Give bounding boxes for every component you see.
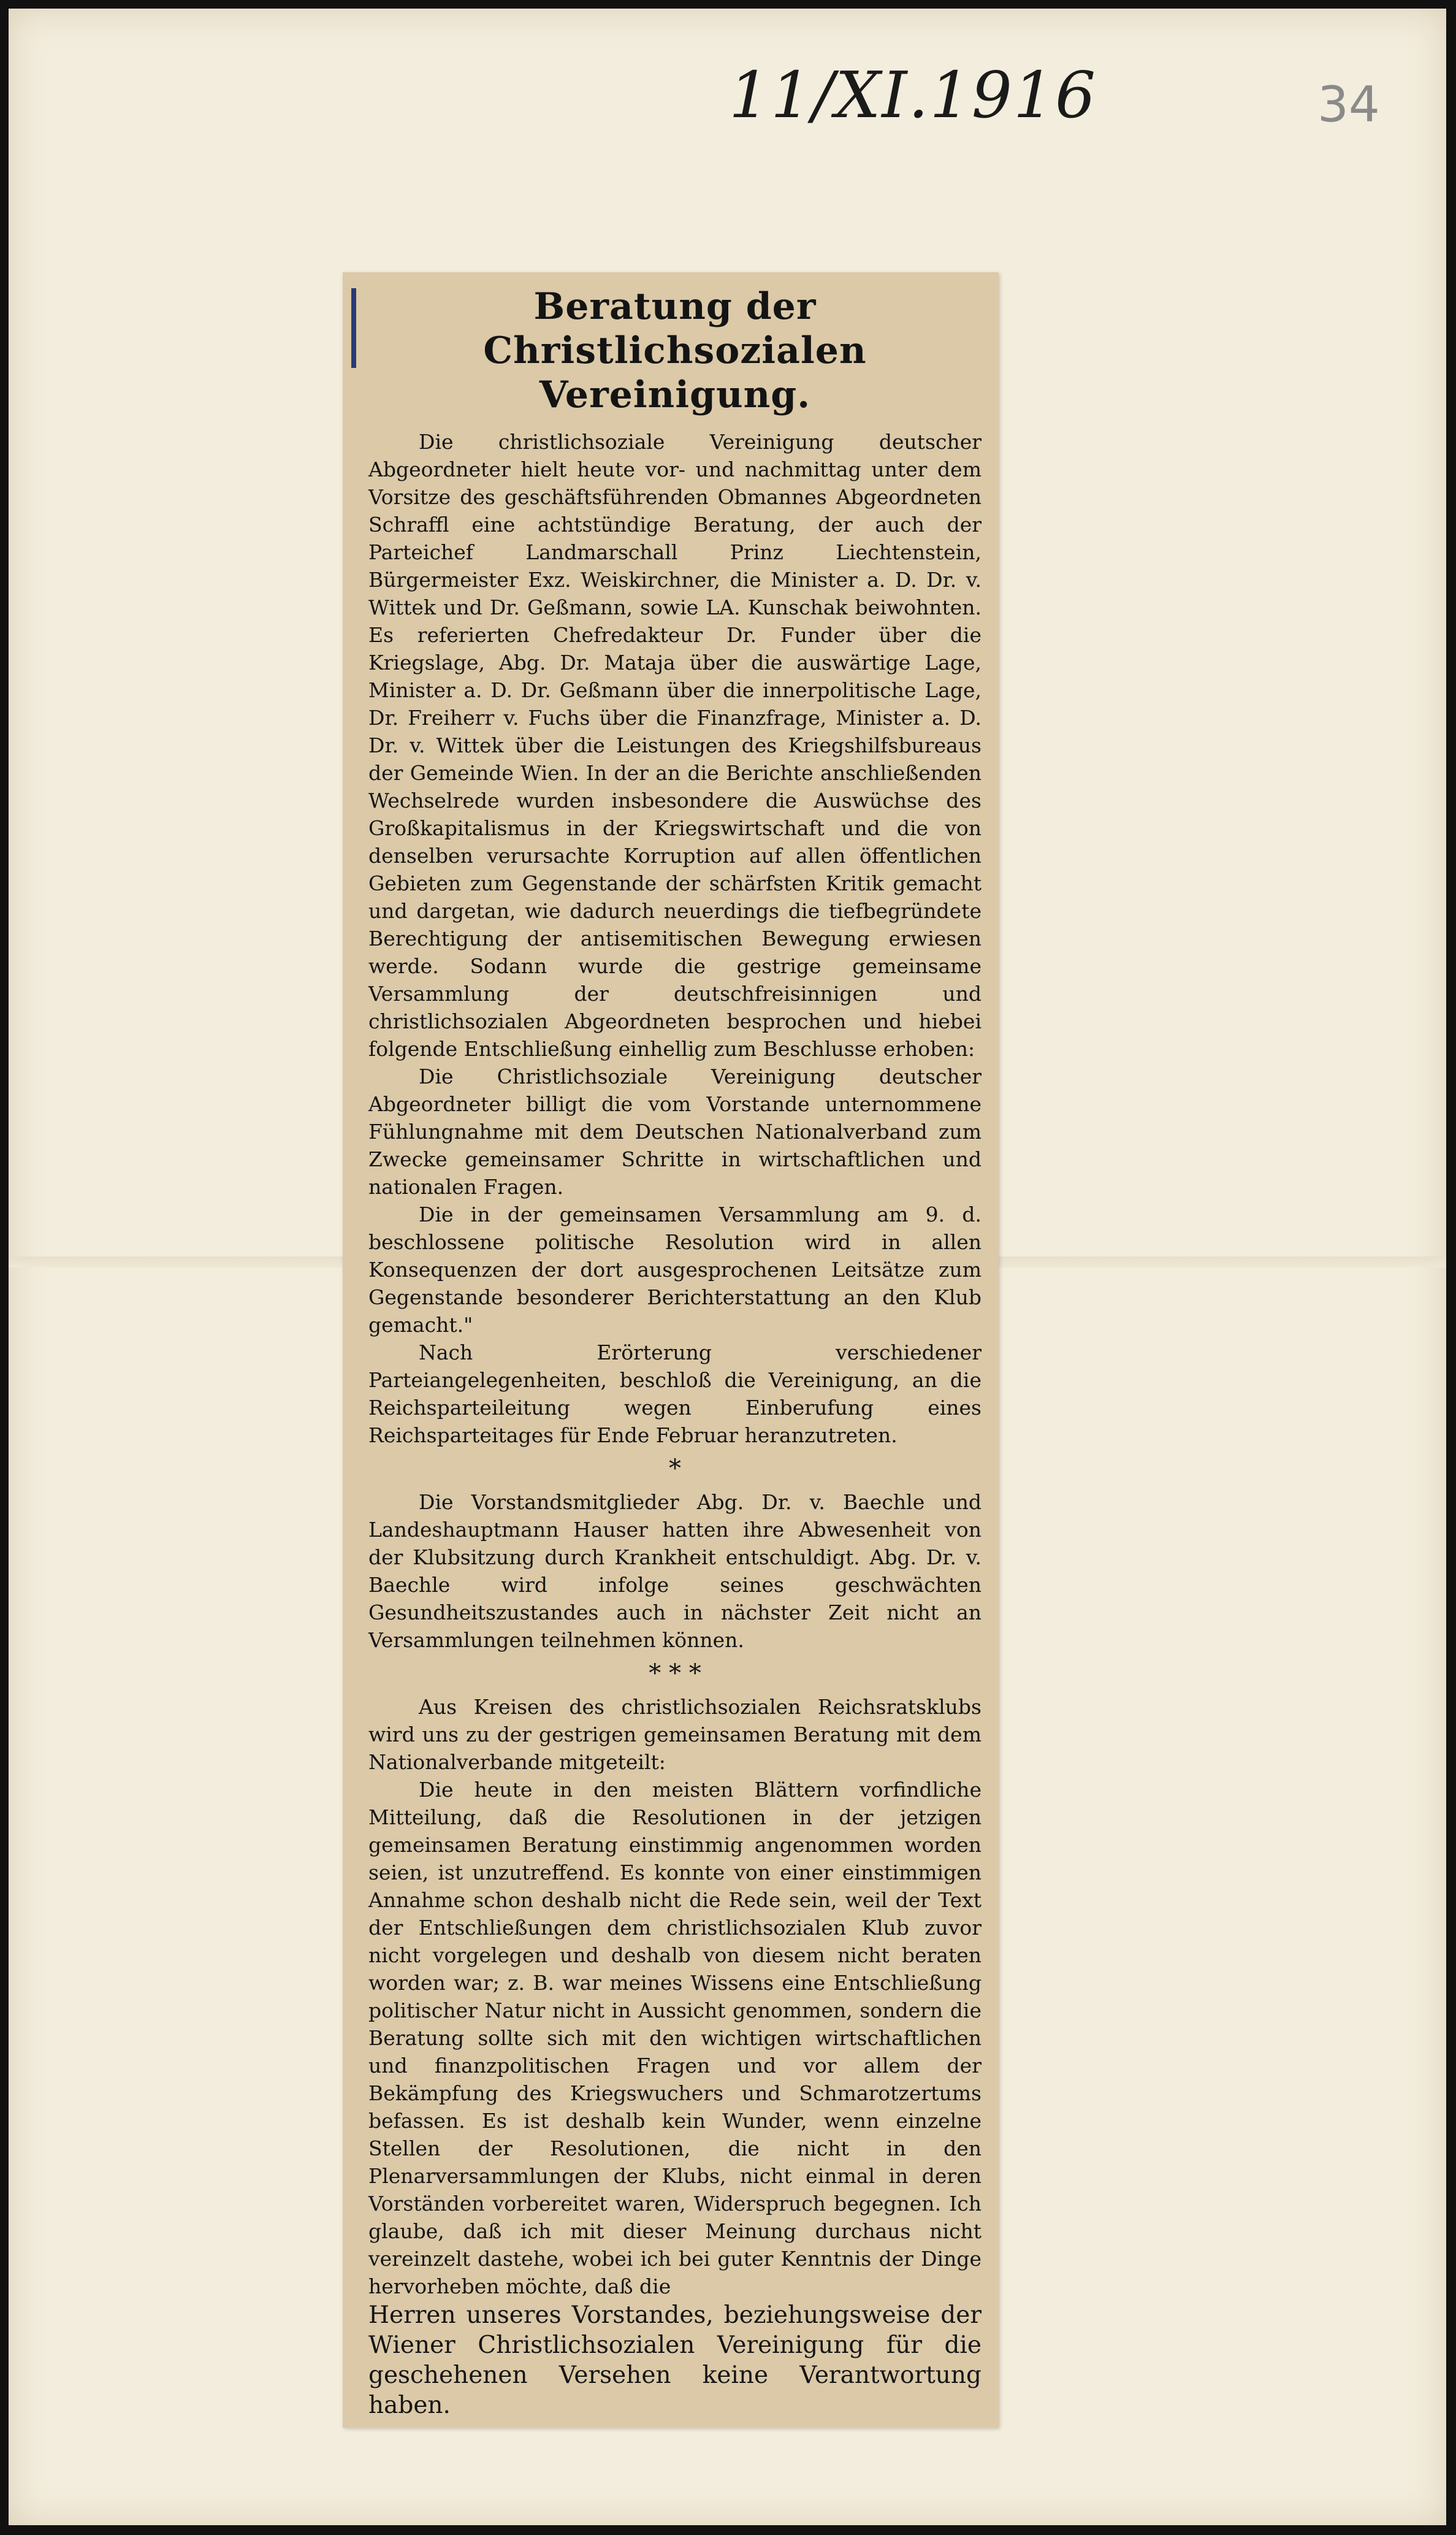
- article-body: [368, 428, 981, 2420]
- paragraph: Die in der gemeinsamen Versammlung am 9. d. beschlossene politische Resolution wird in allen Konsequenzen der dort ausgesprochenen Leitsätze zum Gegenstande besonderer Berichterstattung an den Klub gemacht.": [368, 1202, 981, 1337]
- paragraph: Nach Erörterung verschiedener Parteiangelegenheiten, beschloß die Vereinigung, an die Reichsparteileitung wegen Einberufung eines Reichsparteitages für Ende Februar heranzutreten.: [368, 1340, 981, 1447]
- paragraph: Die christlichsoziale Vereinigung deutscher Abgeordneter hielt heute vor- und nachmittag unter dem Vorsitze des geschäftsführenden Obmannes Abgeordneten Schraffl eine achtstündige Beratung, der auch der Parteichef Landmarschall Prinz Liechtenstein, Bürgermeister Exz. Weiskirchner, die Minister a. D. Dr. v. Wittek und Dr. Geßmann, sowie LA. Kunschak beiwohnten. Es referierten Chefredakteur Dr. Funder über die Kriegslage, Abg. Dr. Mataja über die auswärtige Lage, Minister a. D. Dr. Geßmann über die innerpolitische Lage, Dr. Freiherr v. Fuchs über die Finanzfrage, Minister a. D. Dr. v. Wittek über die Leistungen des Kriegshilfsbureaus der Gemeinde Wien. In der an die Berichte anschließenden Wechselrede wurden insbesondere die Auswüchse des Großkapitalismus in der Kriegswirtschaft und die von denselben verursachte Korruption auf allen öffentlichen Gebieten zum Gegenstande der schärfsten Kritik gemacht und dargetan, wie dadurch neuerdings die tiefbegründete Berechtigung der antisemitischen Bewegung erwiesen werde. Sodann wurde die gestrige gemeinsame Versammlung der deutschfreisinnigen und christlichsozialen Abgeordneten besprochen und hiebei folgende Entschließung einhellig zum Beschlusse erhoben:: [368, 430, 981, 1061]
- archive-page: [9, 9, 1446, 2525]
- paragraph-closing: Herren unseres Vorstandes, beziehungsweise der Wiener Christlichsozialen Vereinigung für die geschehenen Versehen keine Verantwortung haben.: [368, 2301, 981, 2419]
- paragraph: Die Christlichsoziale Vereinigung deutscher Abgeordneter billigt die vom Vorstande unternommene Fühlungnahme mit dem Deutschen Nationalverband zum Zwecke gemeinsamer Schritte in wirtschaftlichen und nationalen Fragen.: [368, 1065, 981, 1199]
- section-separator: * * *: [649, 1659, 701, 1688]
- paragraph: Die Vorstandsmitglieder Abg. Dr. v. Baechle und Landeshauptmann Hauser hatten ihre Abwesenheit von der Klubsitzung durch Krankheit entschuldigt. Abg. Dr. v. Baechle wird infolge seines geschwächten Gesundheitszustandes auch in nächster Zeit nicht an Versammlungen teilnehmen können.: [368, 1490, 981, 1652]
- section-separator: *: [669, 1455, 681, 1483]
- blue-margin-mark: [351, 288, 356, 368]
- paragraph: Die heute in den meisten Blättern vorfindliche Mitteilung, daß die Resolutionen in der jetzigen gemeinsamen Beratung einstimmig angenommen worden seien, ist unzutreffend. Es konnte von einer einstimmigen Annahme schon deshalb nicht die Rede sein, weil der Text der Entschließungen dem christlichsozialen Klub zuvor nicht vorgelegen und deshalb von diesem nicht beraten worden war; z. B. war meines Wissens eine Entschließung politischer Natur nicht in Aussicht genommen, sondern die Beratung sollte sich mit den wichtigen wirtschaftlichen und finanzpolitischen Fragen und vor allem der Bekämpfung des Kriegswuchers und Schmarotzertums befassen. Es ist deshalb kein Wunder, wenn einzelne Stellen der Resolutionen, die nicht in den Plenarversammlungen der Klubs, nicht einmal in deren Vorständen vorbereitet waren, Widerspruch begegnen. Ich glaube, daß ich mit dieser Meinung durchaus nicht vereinzelt dastehe, wobei ich bei guter Kenntnis der Dinge hervorheben möchte, daß die: [368, 1778, 981, 2298]
- newspaper-clipping: [343, 272, 999, 2428]
- handwritten-page-number: 34: [1317, 76, 1380, 133]
- paragraph: Aus Kreisen des christlichsozialen Reichsratsklubs wird uns zu der gestrigen gemeinsamen Beratung mit dem Nationalverbande mitgeteilt:: [368, 1695, 981, 1774]
- handwritten-date: 11/XI.1916: [729, 58, 1097, 132]
- article-headline: Beratung der Christlichsozialen Vereinigung.: [483, 285, 867, 416]
